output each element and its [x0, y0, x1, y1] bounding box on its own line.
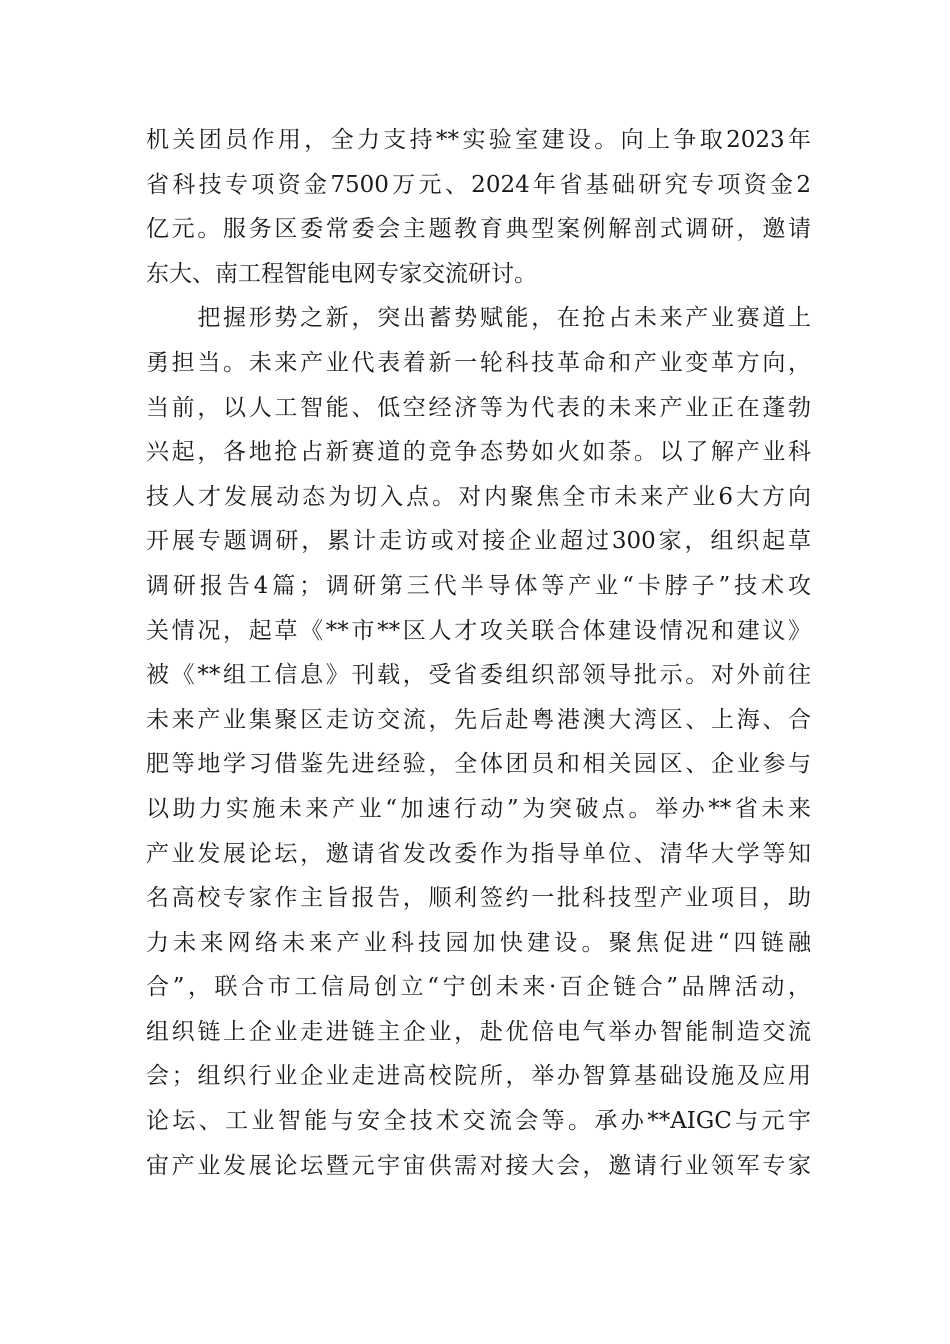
text-line: 未来产业集聚区走访交流，先后赴粤港澳大湾区、上海、合: [146, 706, 811, 733]
text-line: 被《**组工信息》刊载，受省委组织部领导批示。对外前往: [146, 662, 811, 689]
body-text: [146, 118, 811, 1188]
text-line: 以助力实施未来产业“加速行动”为突破点。举办**省未来: [146, 795, 811, 822]
text-line: 亿元。服务区委常委会主题教育典型案例解剖式调研，邀请: [146, 216, 811, 243]
text-line: 机关团员作用，全力支持**实验室建设。向上争取2023年: [146, 127, 811, 153]
text-line: 论坛、工业智能与安全技术交流会等。承办**AIGC与元宇: [146, 1108, 811, 1135]
text-line: 兴起，各地抢占新赛道的竞争态势如火如荼。以了解产业科: [146, 439, 811, 466]
text-line: 省科技专项资金7500万元、2024年省基础研究专项资金2: [146, 171, 811, 198]
text-line: 调研报告4篇；调研第三代半导体等产业“卡脖子”技术攻: [146, 572, 811, 599]
text-line: 肥等地学习借鉴先进经验，全体团员和相关园区、企业参与: [146, 751, 811, 778]
text-line: 当前，以人工智能、低空经济等为代表的未来产业正在蓬勃: [146, 394, 811, 421]
text-line: 开展专题调研，累计走访或对接企业超过300家，组织起草: [146, 528, 811, 555]
text-line: 宙产业发展论坛暨元宇宙供需对接大会，邀请行业领军专家: [146, 1152, 811, 1179]
text-line: 合”，联合市工信局创立“宁创未来·百企链合”品牌活动，: [146, 974, 811, 1001]
text-line: 勇担当。未来产业代表着新一轮科技革命和产业变革方向，: [146, 349, 811, 376]
text-line: 技人才发展动态为切入点。对内聚焦全市未来产业6大方向: [146, 483, 811, 510]
text-line: 力未来网络未来产业科技园加快建设。聚焦促进“四链融: [146, 929, 811, 956]
text-line: 东大、南工程智能电网专家交流研讨。: [146, 260, 537, 287]
text-line: 关情况，起草《**市**区人才攻关联合体建设情况和建议》: [146, 617, 811, 644]
text-line: 名高校专家作主旨报告，顺利签约一批科技型产业项目，助: [146, 885, 811, 912]
text-line: 组织链上企业走进链主企业，赴优倍电气举办智能制造交流: [146, 1018, 811, 1045]
text-line: 把握形势之新，突出蓄势赋能，在抢占未来产业赛道上: [146, 305, 811, 332]
text-line: 会；组织行业企业走进高校院所，举办智算基础设施及应用: [146, 1063, 811, 1090]
text-line: 产业发展论坛，邀请省发改委作为指导单位、清华大学等知: [146, 840, 811, 867]
